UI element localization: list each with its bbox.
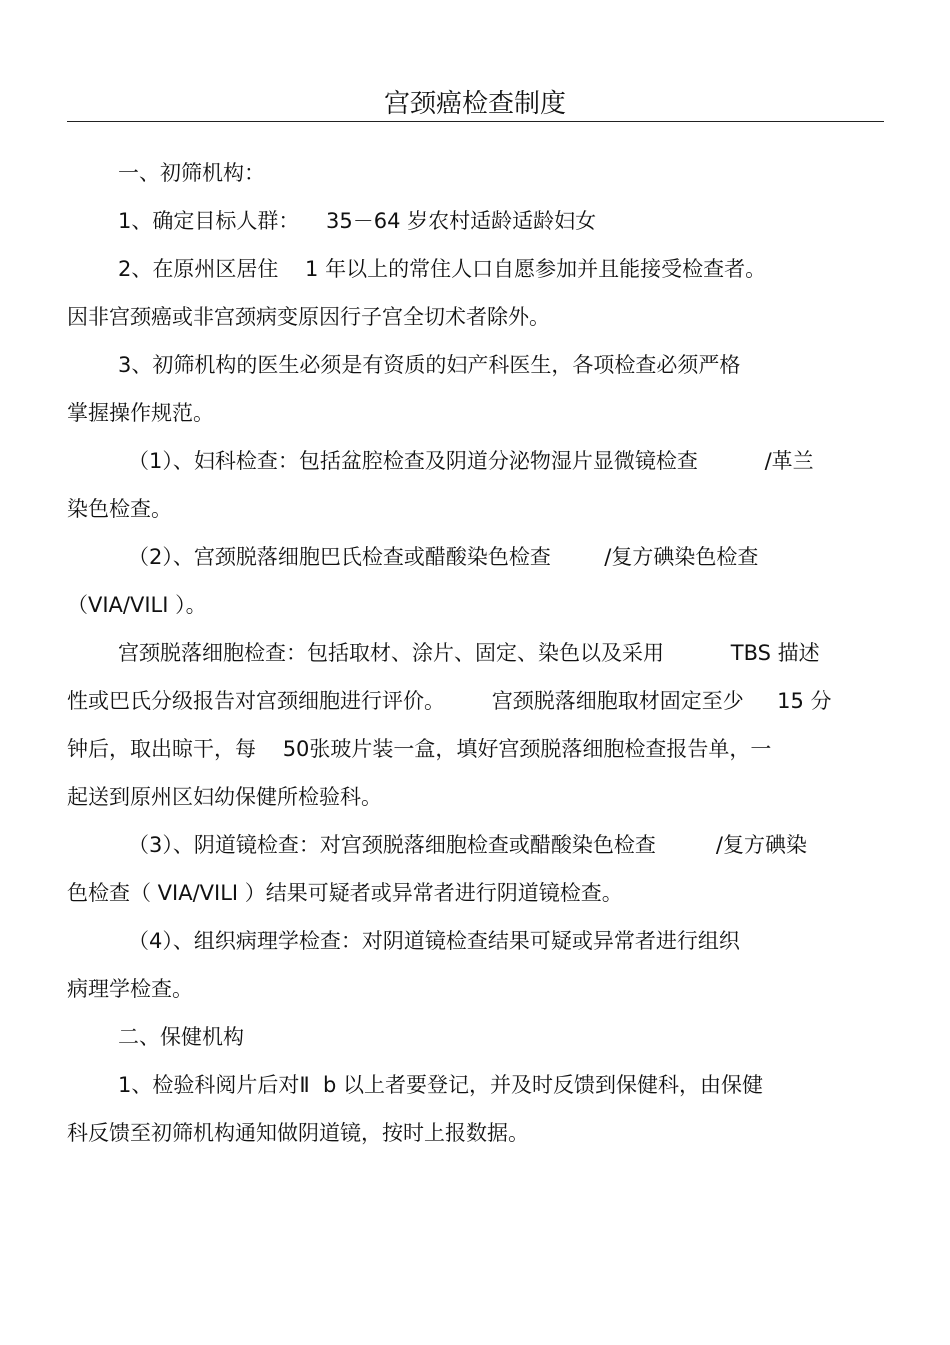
paragraph-line: 2、在原州区居住 1 年以上的常住人口自愿参加并且能接受检查者。 (118, 257, 767, 281)
paragraph-line: 性或巴氏分级报告对宫颈细胞进行评价。 宫颈脱落细胞取材固定至少 15 分 (67, 689, 832, 713)
document-title: 宫颈癌检查制度 (383, 89, 566, 119)
paragraph-line: 掌握操作规范。 (67, 401, 214, 425)
paragraph-line: 1、确定目标人群： 35－64 岁农村适龄适龄妇女 (118, 209, 597, 233)
paragraph-line: 染色检查。 (67, 497, 172, 521)
paragraph-line: 宫颈脱落细胞检查：包括取材、涂片、固定、染色以及采用 TBS 描述 (118, 641, 820, 665)
paragraph-line: （1）、妇科检查：包括盆腔检查及阴道分泌物湿片显微镜检查 /革兰 (128, 449, 814, 473)
paragraph-line: 病理学检查。 (67, 977, 193, 1001)
paragraph-line: （2）、宫颈脱落细胞巴氏检查或醋酸染色检查 /复方碘染色检查 (128, 545, 759, 569)
section-heading: 二、保健机构 (118, 1025, 244, 1049)
paragraph-line: 1、检验科阅片后对Ⅱ b 以上者要登记，并及时反馈到保健科，由保健 (118, 1073, 764, 1097)
paragraph-line: 钟后，取出晾干，每 50张玻片装一盒，填好宫颈脱落细胞检查报告单，一 (67, 737, 772, 761)
paragraph-line: 3、初筛机构的医生必须是有资质的妇产科医生，各项检查必须严格 (118, 353, 741, 377)
paragraph-line: （3）、阴道镜检查：对宫颈脱落细胞检查或醋酸染色检查 /复方碘染 (128, 833, 808, 857)
paragraph-line: （VIA/VILI ）。 (67, 593, 207, 617)
paragraph-line: （4）、组织病理学检查：对阴道镜检查结果可疑或异常者进行组织 (128, 929, 740, 953)
section-heading: 一、初筛机构： (118, 161, 265, 185)
title-divider (67, 121, 884, 122)
paragraph-line: 色检查（ VIA/VILI ）结果可疑者或异常者进行阴道镜检查。 (67, 881, 623, 905)
paragraph-line: 起送到原州区妇幼保健所检验科。 (67, 785, 382, 809)
paragraph-line: 科反馈至初筛机构通知做阴道镜，按时上报数据。 (67, 1121, 529, 1145)
paragraph-line: 因非宫颈癌或非宫颈病变原因行子宫全切术者除外。 (67, 305, 550, 329)
